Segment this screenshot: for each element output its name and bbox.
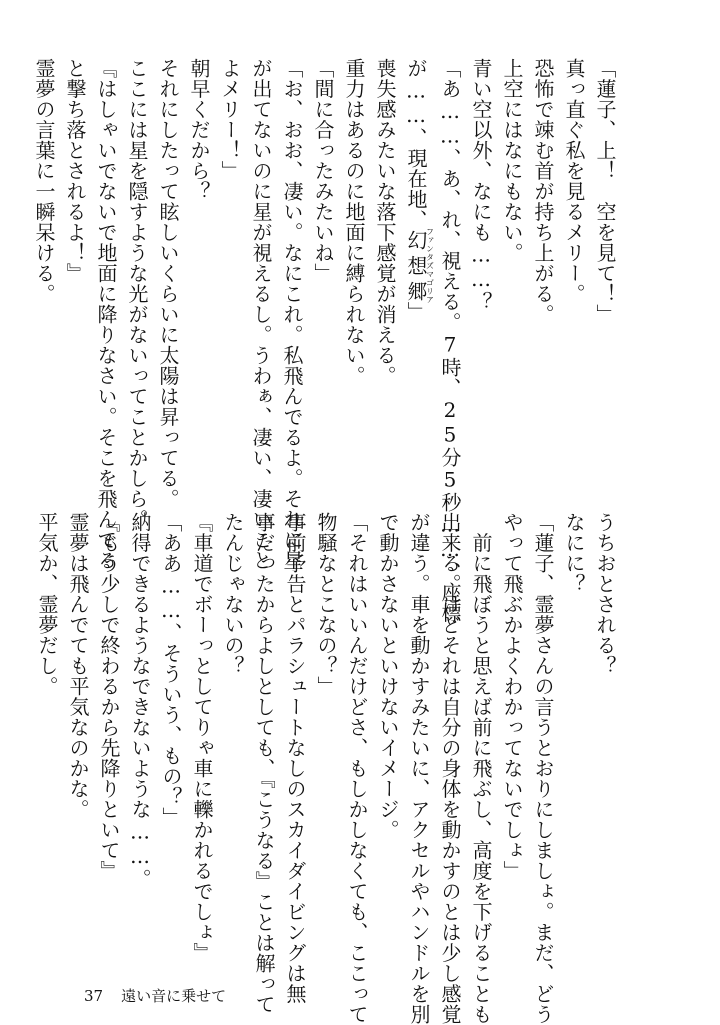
- text-line: 「間に合ったみたいね」: [311, 58, 335, 284]
- text-line: 『車道でボーっとしてりゃ車に轢かれるでしょ』: [190, 512, 214, 963]
- text-line: 事前予告とパラシュートなしのスカイダイビングは無: [283, 512, 307, 1004]
- text-line: 「あ……、あ、れ、視える。7時、25分5秒……、座標: [438, 58, 462, 623]
- page-number: 37: [84, 987, 104, 1005]
- text-line: 『もう少しで終わるから先降りといて』: [97, 512, 121, 881]
- page-footer: [84, 985, 226, 1006]
- text-line: うちおとされる？: [593, 512, 617, 676]
- text-line: 「お、おお、凄い。なにこれ。私飛んでるよ。それに星: [280, 58, 304, 571]
- text-line: 喪失感みたいな落下感覚が消える。: [373, 58, 397, 386]
- text-segment: が……、現在地、: [404, 58, 428, 230]
- text-line: 真っ直ぐ私を見るメリー。: [562, 58, 586, 304]
- text-line: 「ああ……、そういう、もの？」: [159, 512, 183, 828]
- text-line: なにに？: [562, 512, 586, 594]
- text-line: 恐怖で竦む首が持ち上がる。: [531, 58, 555, 325]
- running-title: 遠い音に乗せて: [121, 987, 227, 1005]
- text-line: 霊夢の言葉に一瞬呆ける。: [32, 58, 56, 304]
- text-line: 出来る。けどそれは自分の身体を動かすのとは少し感覚: [438, 512, 462, 1025]
- text-line: 「蓮子、霊夢さんの言うとおりにしましょ。まだ、どう: [531, 512, 555, 1025]
- text-line: 上空にはなにもない。: [500, 58, 524, 263]
- text-line: やって飛ぶかよくわかってないでしょ」: [500, 512, 524, 881]
- text-line: 物騒なとこなの？」: [314, 512, 338, 697]
- ruby-base: 幻想郷: [404, 227, 428, 304]
- text-line: 「蓮子、上！ 空を見て！」: [593, 58, 617, 325]
- text-segment: 」: [404, 301, 428, 322]
- text-line: よメリー！」: [218, 58, 242, 181]
- text-line: それにしたって眩しいくらいに太陽は昇ってる。: [156, 58, 180, 509]
- text-line: と撃ち落とされるよ！』: [63, 58, 87, 284]
- text-line: で動かさないといけないイメージ。: [376, 512, 400, 840]
- text-line: 納得できるようなできないような……。: [128, 512, 152, 889]
- text-line: 平気か、霊夢だし。: [35, 512, 59, 697]
- text-line: 「それはいいんだけどさ、もしかしなくても、ここって: [345, 512, 369, 1025]
- text-line: 青い空以外、なにも……？: [469, 58, 493, 312]
- text-line-with-ruby: [400, 58, 434, 498]
- text-line: 前に飛ぼうと思えば前に飛ぶし、高度を下げることも: [469, 512, 493, 1025]
- text-line: が違う。車を動かすみたいに、アクセルやハンドルを別: [407, 512, 431, 1025]
- text-line: 重力はあるのに地面に縛られない。: [342, 58, 366, 386]
- text-line: 朝早くだから？: [187, 58, 211, 202]
- text-line: ここには星を隠すような光がないってことかしら。: [125, 58, 149, 530]
- text-line: 霊夢は飛んでても平気なのかな。: [66, 512, 90, 820]
- text-line: 『はしゃいでないで地面に降りなさい。そこを飛んでる: [94, 58, 118, 571]
- ruby-word: [404, 227, 435, 304]
- text-line: が出てないのに星が視えるし。うわぁ、凄い、凄いこと: [249, 58, 273, 571]
- text-line: 事だったからよしとしても、『こうなる』ことは解って: [252, 512, 276, 1015]
- text-line: たんじゃないの？: [221, 512, 245, 676]
- ruby-reading: ファンタズマゴリア: [425, 227, 435, 304]
